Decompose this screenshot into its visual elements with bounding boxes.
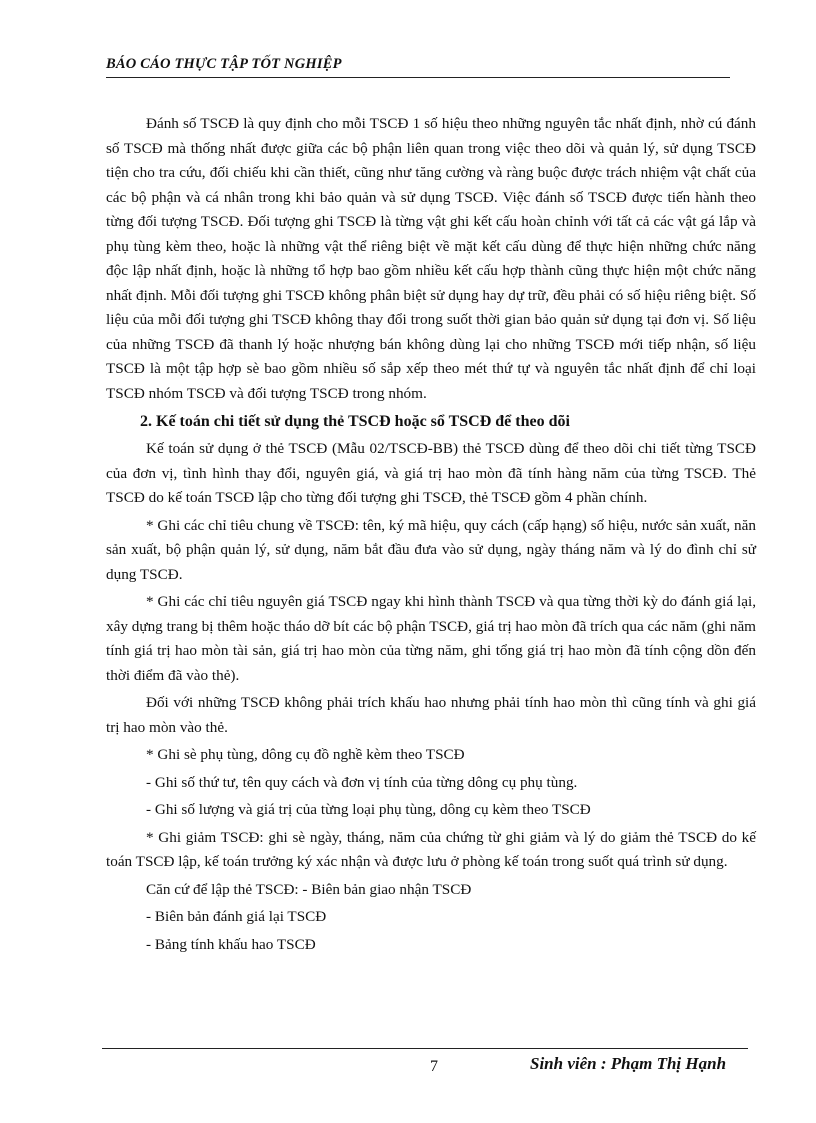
report-header-title: BÁO CÁO THỰC TẬP TỐT NGHIỆP [106,56,730,78]
footer-divider [102,1048,748,1049]
paragraph-original-cost: * Ghi các chỉ tiêu nguyên giá TSCĐ ngay khi hình thành TSCĐ và qua từng thời kỳ do đánh giá lại, xây dựng trang bị thêm hoặc tháo dỡ bít các bộ phận TSCĐ, giá trị hao mòn đã trích qua các năm (ghi năm tính giá trị hao mòn tài sản, giá trị hao mòn của từng năm, ghi tổng giá trị hao mòn đã tính cộng dồn đến thời điểm đã vào thẻ). [106,593,756,684]
page-number: 7 [430,1058,438,1075]
paragraph-general-criteria: * Ghi các chỉ tiêu chung về TSCĐ: tên, ký mã hiệu, quy cách (cấp hạng) số hiệu, nước sản xuất, năn sản xuất, bộ phận quản lý, sử dụng, năm bắt đầu đưa vào sử dụng, ngày tháng năm và lý do đình chỉ sử dụng TSCĐ. [106,516,756,583]
student-name: Sinh viên : Phạm Thị Hạnh [530,1054,727,1073]
document-body [106,112,756,957]
paragraph-depreciation-table: - Bảng tính khấu hao TSCĐ [146,935,316,953]
paragraph-asset-numbering: Đánh số TSCĐ là quy định cho mỗi TSCĐ 1 số hiệu theo những nguyên tắc nhất định, nhờ cú đánh số TSCĐ mà thống nhất được giữa các bộ phận liên quan trong việc theo dõi và quản lý, sử dụng TSCĐ tiện cho tra cứu, đối chiếu khi cần thiết, cũng như tăng cường và ràng buộc được trách nhiệm vật chất của các bộ phận và cá nhân trong khi bảo quản và sử dụng TSCĐ. Việc đánh số TSCĐ được tiến hành theo từng đối tượng TSCĐ. Đối tượng ghi TSCĐ là từng vật ghi kết cấu hoàn chỉnh với tất cả các vật gá lắp và phụ tùng kèm theo, hoặc là những vật thể riêng biệt về mặt kết cấu dùng để thực hiện những chức năng độc lập nhất định, hoặc là những tổ hợp bao gồm nhiều kết cấu hợp thành cũng thực hiện một chức năng nhất định. Mỗi đối tượng ghi TSCĐ không phân biệt sử dụng hay dự trữ, đều phải có số hiệu riêng biệt. Số liệu của mỗi đối tượng ghi TSCĐ không thay đổi trong suốt thời gian bảo quản sử dụng tại đơn vị. Số liệu của những TSCĐ đã thanh lý hoặc nhượng bán không dùng lại cho những TSCĐ mới tiếp nhận, số liệu TSCĐ là một tập hợp sè bao gồm nhiều số sắp xếp theo mét thứ tự và nguyên tắc nhất định để chỉ loại TSCĐ nhóm TSCĐ và đối tượng TSCĐ trong nhóm. [106,115,756,402]
paragraph-revaluation-minutes: - Biên bản đánh giá lại TSCĐ [146,908,327,925]
paragraph-spare-parts: * Ghi sè phụ tùng, dông cụ đồ nghề kèm theo TSCĐ [146,746,465,763]
section-heading-2: 2. Kế toán chi tiết sử dụng thẻ TSCĐ hoặc sổ TSCĐ để theo dõi [140,413,570,430]
paragraph-basis-handover: Căn cứ để lập thẻ TSCĐ: - Biên bản giao nhận TSCĐ [146,880,472,898]
paragraph-depreciation: Đối với những TSCĐ không phải trích khấu hao nhưng phải tính hao mòn thì cũng tính và ghi giá trị hao mòn vào thẻ. [106,694,756,736]
paragraph-order-number: - Ghi số thứ tư, tên quy cách và đơn vị tính của từng dông cụ phụ tùng. [146,773,578,791]
paragraph-asset-card: Kế toán sử dụng ở thẻ TSCĐ (Mẫu 02/TSCĐ-BB) thẻ TSCĐ dùng để theo dõi chi tiết từng TSCĐ của đơn vị, tình hình thay đổi, nguyên giá, và giá trị hao mòn đã tính hàng năm của từng TSCĐ. Thẻ TSCĐ do kế toán TSCĐ lập cho từng đối tượng ghi TSCĐ, thẻ TSCĐ gồm 4 phần chính. [106,440,756,506]
paragraph-asset-decrease: * Ghi giảm TSCĐ: ghi sè ngày, tháng, năm của chứng từ ghi giảm và lý do giảm thẻ TSCĐ do kế toán TSCĐ lập, kế toán trưởng ký xác nhận và được lưu ở phòng kế toán trong suốt quá trình sử dụng. [106,828,756,870]
paragraph-quantity-value: - Ghi số lượng và giá trị của từng loại phụ tùng, dông cụ kèm theo TSCĐ [146,801,591,818]
